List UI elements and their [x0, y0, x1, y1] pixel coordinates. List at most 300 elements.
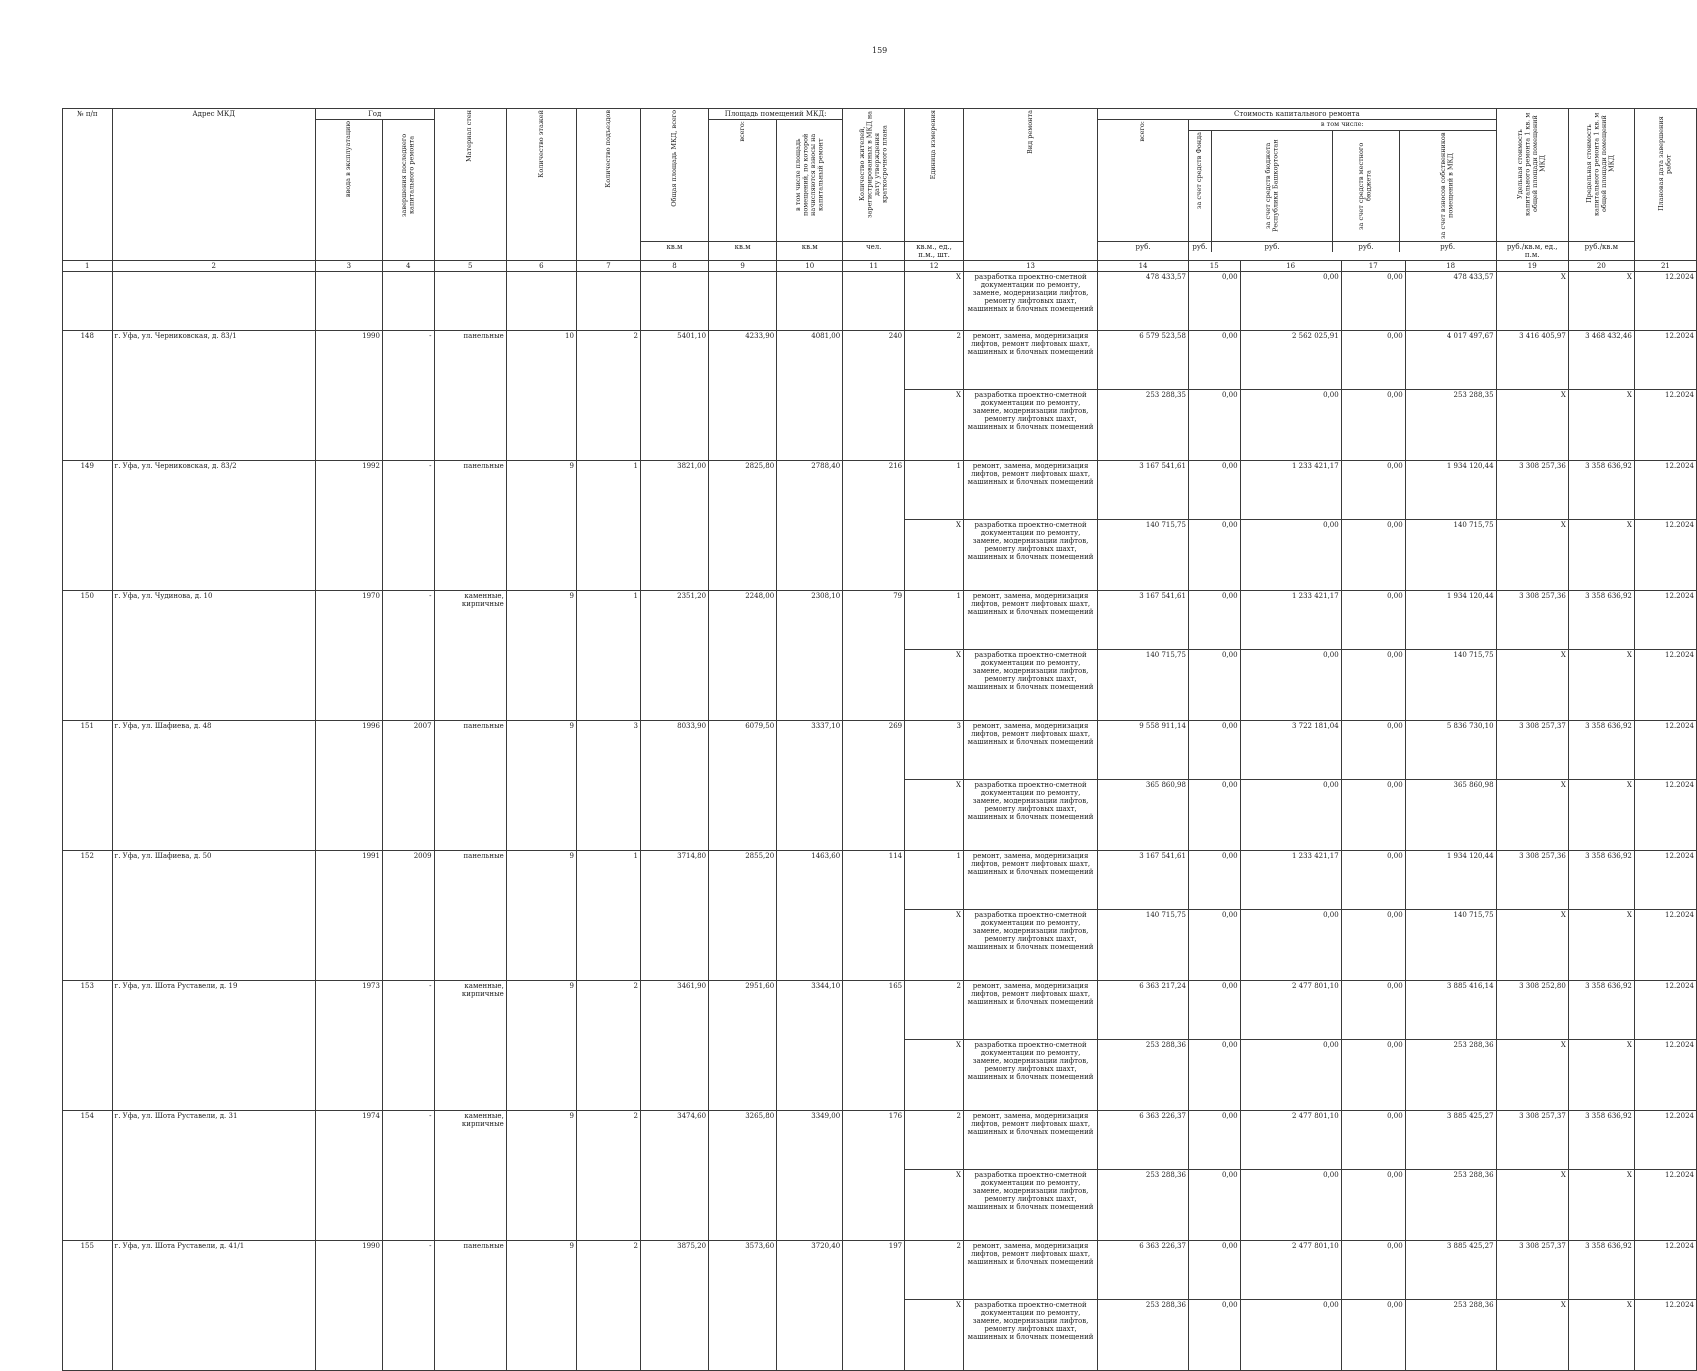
column-number: 21	[1634, 260, 1696, 271]
column-number: 8	[640, 260, 708, 271]
table-row	[63, 1240, 1697, 1299]
cell-cost-local: 0,00	[1341, 271, 1405, 330]
cell-cost-fund: 0,00	[1188, 779, 1240, 850]
cell-date: 12.2024	[1634, 389, 1696, 460]
cell-cost-fund: 0,00	[1188, 330, 1240, 389]
cell-year: 1991	[315, 850, 382, 980]
cell-work-type: разработка проектно-сметной документации по ремонту, замене, модернизации лифтов, ремонту лифтовых шахт, машинных и блочных помещений	[963, 779, 1097, 850]
cell-cost-republic: 1 233 421,17	[1240, 590, 1341, 649]
table-row	[63, 271, 1697, 330]
header-cost-local: за счет средств местного бюджета	[1333, 131, 1399, 241]
cell-max-cost: 3 358 636,92	[1568, 720, 1634, 779]
header-no: № п/п	[63, 109, 113, 261]
cell-work-type: ремонт, замена, модернизация лифтов, ремонт лифтовых шахт, машинных и блочных помещений	[963, 850, 1097, 909]
cell-no: 154	[63, 1110, 113, 1240]
cell-cost-republic: 0,00	[1240, 1169, 1341, 1240]
cell-cost-total: 253 288,36	[1098, 1039, 1189, 1110]
cell-cost-local: 0,00	[1341, 1299, 1405, 1370]
cell-cost-local: 0,00	[1341, 460, 1405, 519]
unit-cell: руб./кв.м, ед., п.м.	[1496, 241, 1568, 260]
cell-unit: X	[905, 1169, 964, 1240]
table-row	[63, 590, 1697, 649]
cell-floors: 9	[506, 980, 576, 1110]
header-cost-fund: за счет средств Фонда	[1189, 131, 1211, 241]
cell-cost-republic: 0,00	[1240, 1039, 1341, 1110]
cell-date: 12.2024	[1634, 271, 1696, 330]
cell-address: г. Уфа, ул. Черниковская, д. 83/2	[112, 460, 315, 590]
column-number: 4	[382, 260, 434, 271]
cell-unit: X	[905, 1299, 964, 1370]
cell-max-cost: X	[1568, 1299, 1634, 1370]
cell-cost-fund: 0,00	[1188, 519, 1240, 590]
cell-no: 152	[63, 850, 113, 980]
cell-max-cost: 3 358 636,92	[1568, 980, 1634, 1039]
cell-cost-local: 0,00	[1341, 330, 1405, 389]
column-number: 16	[1240, 260, 1341, 271]
cell-cost-local: 0,00	[1341, 1169, 1405, 1240]
table-row	[63, 850, 1697, 909]
cell-cost-owners: 1 934 120,44	[1405, 850, 1496, 909]
cell-cost-fund: 0,00	[1188, 271, 1240, 330]
cell-unit-cost: X	[1496, 779, 1568, 850]
cell-date: 12.2024	[1634, 649, 1696, 720]
cell-no: 148	[63, 330, 113, 460]
column-number: 6	[506, 260, 576, 271]
cell-cost-owners: 3 885 425,27	[1405, 1240, 1496, 1299]
cell-cost-owners: 478 433,57	[1405, 271, 1496, 330]
table-row	[63, 330, 1697, 389]
cell-last-repair: -	[382, 460, 434, 590]
cell-cost-owners: 140 715,75	[1405, 909, 1496, 980]
cell-year: 1974	[315, 1110, 382, 1240]
cell-cost-local: 0,00	[1341, 779, 1405, 850]
cell-residents: 216	[843, 460, 905, 590]
cell-area: 2825,80	[709, 460, 777, 590]
column-number: 5	[434, 260, 506, 271]
cell-date: 12.2024	[1634, 460, 1696, 519]
cell-cost-republic: 0,00	[1240, 519, 1341, 590]
header-max-cost: Предельная стоимость капитального ремонта 1 кв. м общей площади помещений МКД	[1568, 109, 1634, 242]
cell-work-type: разработка проектно-сметной документации по ремонту, замене, модернизации лифтов, ремонту лифтовых шахт, машинных и блочных помещений	[963, 649, 1097, 720]
cell-address: г. Уфа, ул. Шафиева, д. 48	[112, 720, 315, 850]
column-number: 17	[1341, 260, 1405, 271]
cell-unit-cost: 3 308 252,80	[1496, 980, 1568, 1039]
cell-unit-cost: 3 308 257,36	[1496, 590, 1568, 649]
capital-repair-table	[62, 108, 1697, 1371]
unit-cell: руб./кв.м	[1568, 241, 1634, 260]
table-row	[63, 460, 1697, 519]
cell-cost-republic: 1 233 421,17	[1240, 460, 1341, 519]
unit-cell: руб.	[1189, 242, 1211, 252]
cell-residents: 114	[843, 850, 905, 980]
cell-cost-local: 0,00	[1341, 649, 1405, 720]
cell-total-area: 3474,60	[640, 1110, 708, 1240]
cell-cost-owners: 253 288,35	[1405, 389, 1496, 460]
cell-cost-owners: 253 288,36	[1405, 1299, 1496, 1370]
cell-work-type: ремонт, замена, модернизация лифтов, ремонт лифтовых шахт, машинных и блочных помещений	[963, 1240, 1097, 1299]
cell-work-type: ремонт, замена, модернизация лифтов, ремонт лифтовых шахт, машинных и блочных помещений	[963, 590, 1097, 649]
cell-material: панельные	[434, 1240, 506, 1370]
cell-cost-local: 0,00	[1341, 1110, 1405, 1169]
cell-cost-owners: 5 836 730,10	[1405, 720, 1496, 779]
cell-unit: X	[905, 909, 964, 980]
column-number: 10	[777, 260, 843, 271]
cell-area-contrib: 3337,10	[777, 720, 843, 850]
cell-unit-cost: 3 308 257,37	[1496, 720, 1568, 779]
cell-area-contrib: 4081,00	[777, 330, 843, 460]
cell-max-cost: X	[1568, 519, 1634, 590]
cell-cost-republic: 1 233 421,17	[1240, 850, 1341, 909]
page-number: 159	[872, 46, 888, 55]
cell-cost-owners: 4 017 497,67	[1405, 330, 1496, 389]
cell-cost-republic: 2 477 801,10	[1240, 980, 1341, 1039]
cell-unit: 2	[905, 1110, 964, 1169]
column-number: 13	[963, 260, 1097, 271]
cell-cost-total: 253 288,35	[1098, 389, 1189, 460]
cell-date: 12.2024	[1634, 1169, 1696, 1240]
cell-area-contrib: 3344,10	[777, 980, 843, 1110]
cell-last-repair: -	[382, 330, 434, 460]
cell-unit-cost: 3 308 257,36	[1496, 850, 1568, 909]
header-cost-total: всего:	[1098, 120, 1189, 241]
cell-entrances: 1	[576, 460, 640, 590]
cell-unit: 2	[905, 1240, 964, 1299]
column-number: 11	[843, 260, 905, 271]
cell-total-area: 8033,90	[640, 720, 708, 850]
cell-cost-fund: 0,00	[1188, 1299, 1240, 1370]
cell-area-contrib: 2308,10	[777, 590, 843, 720]
cell-date: 12.2024	[1634, 909, 1696, 980]
cell-area: 2855,20	[709, 850, 777, 980]
cell-work-type: ремонт, замена, модернизация лифтов, ремонт лифтовых шахт, машинных и блочных помещений	[963, 1110, 1097, 1169]
cell-cost-total: 478 433,57	[1098, 271, 1189, 330]
unit-cell: кв.м	[709, 241, 777, 260]
cell-unit: X	[905, 519, 964, 590]
unit-cell: руб.	[1098, 241, 1189, 260]
cell-cost-owners: 365 860,98	[1405, 779, 1496, 850]
cell-date: 12.2024	[1634, 779, 1696, 850]
cell-max-cost: X	[1568, 649, 1634, 720]
cell-work-type: разработка проектно-сметной документации по ремонту, замене, модернизации лифтов, ремонту лифтовых шахт, машинных и блочных помещений	[963, 1169, 1097, 1240]
cell-unit: 2	[905, 330, 964, 389]
header-entrances: Количество подъездов	[576, 109, 640, 261]
cell-unit-cost: X	[1496, 1169, 1568, 1240]
cell-cost-total: 3 167 541,61	[1098, 590, 1189, 649]
cell-cost-republic: 2 477 801,10	[1240, 1110, 1341, 1169]
cell-work-type: разработка проектно-сметной документации по ремонту, замене, модернизации лифтов, ремонту лифтовых шахт, машинных и блочных помещений	[963, 519, 1097, 590]
cell-unit-cost: 3 416 405,97	[1496, 330, 1568, 389]
cell-total-area: 3714,80	[640, 850, 708, 980]
cell-cost-republic: 0,00	[1240, 389, 1341, 460]
cell-no: 151	[63, 720, 113, 850]
cell-cost-local: 0,00	[1341, 720, 1405, 779]
cell-max-cost: X	[1568, 389, 1634, 460]
cell-cost-owners: 253 288,36	[1405, 1169, 1496, 1240]
header-work-type: Вид ремонта	[963, 109, 1097, 261]
cell-address: г. Уфа, ул. Шота Руставели, д. 31	[112, 1110, 315, 1240]
column-number: 20	[1568, 260, 1634, 271]
cell-material: панельные	[434, 330, 506, 460]
cell-cost-owners: 3 885 425,27	[1405, 1110, 1496, 1169]
cell-floors: 9	[506, 1240, 576, 1370]
cell-unit-cost: 3 308 257,37	[1496, 1110, 1568, 1169]
cell-entrances: 2	[576, 1240, 640, 1370]
cell-date: 12.2024	[1634, 330, 1696, 389]
column-number: 2	[112, 260, 315, 271]
cell-cost-republic: 3 722 181,04	[1240, 720, 1341, 779]
header-residents: Количество жителей, зарегистрированных в МКД на дату утверждения краткосрочного плана	[843, 109, 905, 242]
cell-address: г. Уфа, ул. Черниковская, д. 83/1	[112, 330, 315, 460]
cell-address: г. Уфа, ул. Шота Руставели, д. 41/1	[112, 1240, 315, 1370]
cell-total-area: 2351,20	[640, 590, 708, 720]
cell-area: 6079,50	[709, 720, 777, 850]
cell-entrances: 2	[576, 1110, 640, 1240]
column-number: 1	[63, 260, 113, 271]
cell-max-cost: 3 358 636,92	[1568, 460, 1634, 519]
cell-area: 4233,90	[709, 330, 777, 460]
cell-residents: 269	[843, 720, 905, 850]
cell-entrances: 2	[576, 330, 640, 460]
cell-unit-cost: X	[1496, 909, 1568, 980]
cell-unit-cost: 3 308 257,36	[1496, 460, 1568, 519]
cell-last-repair: 2009	[382, 850, 434, 980]
cell-cost-owners: 3 885 416,14	[1405, 980, 1496, 1039]
cell-cost-owners: 1 934 120,44	[1405, 590, 1496, 649]
cell-date: 12.2024	[1634, 1110, 1696, 1169]
cell-address: г. Уфа, ул. Шота Руставели, д. 19	[112, 980, 315, 1110]
cell-unit: 1	[905, 850, 964, 909]
cell-cost-local: 0,00	[1341, 519, 1405, 590]
header-premises-area: Площадь помещений МКД:	[709, 109, 843, 120]
cell-max-cost: X	[1568, 1169, 1634, 1240]
cell-unit-cost: X	[1496, 271, 1568, 330]
cell-total-area: 5401,10	[640, 330, 708, 460]
cell-date: 12.2024	[1634, 850, 1696, 909]
cell-cost-total: 6 363 217,24	[1098, 980, 1189, 1039]
header-cost-republic: за счет средств бюджета Республики Башкортостан	[1211, 131, 1333, 241]
cell-material: панельные	[434, 460, 506, 590]
cell-unit: X	[905, 779, 964, 850]
cell-area: 3573,60	[709, 1240, 777, 1370]
cell-unit-cost: X	[1496, 389, 1568, 460]
cell-cost-total: 3 167 541,61	[1098, 460, 1189, 519]
cell-max-cost: X	[1568, 909, 1634, 980]
cell-total-area: 3461,90	[640, 980, 708, 1110]
cell-cost-total: 140 715,75	[1098, 519, 1189, 590]
cell-year: 1970	[315, 590, 382, 720]
cell-material: панельные	[434, 850, 506, 980]
cell-material: каменные, кирпичные	[434, 1110, 506, 1240]
unit-cell: кв.м., ед., п.м., шт.	[905, 241, 964, 260]
table-row	[63, 980, 1697, 1039]
header-unit-cost: Удельная стоимость капитального ремонта 1 кв. м общей площади помещений МКД	[1496, 109, 1568, 242]
cell-unit: 1	[905, 460, 964, 519]
unit-cell: руб.	[1333, 242, 1399, 252]
cell-cost-total: 253 288,36	[1098, 1169, 1189, 1240]
unit-cell: чел.	[843, 241, 905, 260]
cell-date: 12.2024	[1634, 720, 1696, 779]
cell-cost-republic: 0,00	[1240, 649, 1341, 720]
cell-work-type: разработка проектно-сметной документации по ремонту, замене, модернизации лифтов, ремонту лифтовых шахт, машинных и блочных помещений	[963, 389, 1097, 460]
cell-cost-local: 0,00	[1341, 850, 1405, 909]
cell-cost-republic: 0,00	[1240, 1299, 1341, 1370]
header-cost-incl-wrap	[1188, 120, 1496, 241]
cell-residents: 176	[843, 1110, 905, 1240]
cell-area: 2951,60	[709, 980, 777, 1110]
cell-cost-republic: 2 477 801,10	[1240, 1240, 1341, 1299]
column-number: 3	[315, 260, 382, 271]
cell-work-type: разработка проектно-сметной документации по ремонту, замене, модернизации лифтов, ремонту лифтовых шахт, машинных и блочных помещений	[963, 1299, 1097, 1370]
cell-unit-cost: X	[1496, 649, 1568, 720]
cell-entrances: 2	[576, 980, 640, 1110]
cell-cost-total: 140 715,75	[1098, 909, 1189, 980]
cell-cost-total: 365 860,98	[1098, 779, 1189, 850]
cell-max-cost: 3 358 636,92	[1568, 1240, 1634, 1299]
cell-date: 12.2024	[1634, 590, 1696, 649]
cell-cost-local: 0,00	[1341, 909, 1405, 980]
cell-cost-owners: 1 934 120,44	[1405, 460, 1496, 519]
column-number: 15	[1188, 260, 1240, 271]
cell-floors: 9	[506, 590, 576, 720]
cell-cost-total: 3 167 541,61	[1098, 850, 1189, 909]
unit-cell: кв.м	[777, 241, 843, 260]
cell-no: 149	[63, 460, 113, 590]
cell-cost-local: 0,00	[1341, 1240, 1405, 1299]
unit-cell: руб.	[1440, 242, 1456, 251]
cell-area-contrib: 3720,40	[777, 1240, 843, 1370]
header-cost-group: Стоимость капитального ремонта	[1098, 109, 1496, 120]
column-number: 12	[905, 260, 964, 271]
table-row	[63, 1110, 1697, 1169]
cell-max-cost: X	[1568, 779, 1634, 850]
cell-floors: 9	[506, 460, 576, 590]
cell-date: 12.2024	[1634, 519, 1696, 590]
header-area-total: всего:	[709, 120, 777, 241]
column-number: 7	[576, 260, 640, 271]
cell-unit: X	[905, 389, 964, 460]
cell-cost-fund: 0,00	[1188, 460, 1240, 519]
cell-material: каменные, кирпичные	[434, 980, 506, 1110]
cell-year: 1990	[315, 330, 382, 460]
cell-last-repair: -	[382, 1240, 434, 1370]
cell-last-repair: -	[382, 590, 434, 720]
cell-cost-republic: 0,00	[1240, 909, 1341, 980]
unit-cell-group	[1188, 241, 1496, 260]
header-wall-material: Материал стен	[434, 109, 506, 261]
cell-no: 153	[63, 980, 113, 1110]
table-row	[63, 720, 1697, 779]
cell-cost-fund: 0,00	[1188, 1110, 1240, 1169]
cell-cost-owners: 140 715,75	[1405, 649, 1496, 720]
cell-max-cost: 3 358 636,92	[1568, 850, 1634, 909]
cell-cost-owners: 140 715,75	[1405, 519, 1496, 590]
cell-year: 1990	[315, 1240, 382, 1370]
cell-cost-fund: 0,00	[1188, 389, 1240, 460]
cell-max-cost: X	[1568, 1039, 1634, 1110]
cell-floors: 10	[506, 330, 576, 460]
cell-unit-cost: 3 308 257,37	[1496, 1240, 1568, 1299]
cell-address: г. Уфа, ул. Шафиева, д. 50	[112, 850, 315, 980]
cell-unit: 2	[905, 980, 964, 1039]
cell-cost-fund: 0,00	[1188, 909, 1240, 980]
header-total-area: Общая площадь МКД, всего	[640, 109, 708, 242]
cell-residents: 197	[843, 1240, 905, 1370]
header-unit: Единица измерения	[905, 109, 964, 242]
cell-cost-total: 9 558 911,14	[1098, 720, 1189, 779]
column-number: 19	[1496, 260, 1568, 271]
cell-cost-fund: 0,00	[1188, 1039, 1240, 1110]
cell-no: 155	[63, 1240, 113, 1370]
cell-area: 2248,00	[709, 590, 777, 720]
cell-unit-cost: X	[1496, 519, 1568, 590]
cell-cost-fund: 0,00	[1188, 590, 1240, 649]
cell-date: 12.2024	[1634, 1299, 1696, 1370]
cell-residents: 240	[843, 330, 905, 460]
cell-cost-total: 140 715,75	[1098, 649, 1189, 720]
cell-entrances: 1	[576, 590, 640, 720]
cell-year: 1973	[315, 980, 382, 1110]
cell-residents: 79	[843, 590, 905, 720]
cell-cost-fund: 0,00	[1188, 980, 1240, 1039]
cell-max-cost: 3 358 636,92	[1568, 1110, 1634, 1169]
header-year-group: Год	[315, 109, 434, 120]
column-number: 18	[1405, 260, 1496, 271]
cell-cost-local: 0,00	[1341, 1039, 1405, 1110]
cell-area-contrib: 3349,00	[777, 1110, 843, 1240]
cell-unit: X	[905, 649, 964, 720]
header-year-commission: ввода в эксплуатацию	[315, 120, 382, 261]
cell-work-type: ремонт, замена, модернизация лифтов, ремонт лифтовых шахт, машинных и блочных помещений	[963, 980, 1097, 1039]
cell-no: 150	[63, 590, 113, 720]
cell-residents: 165	[843, 980, 905, 1110]
cell-cost-republic: 0,00	[1240, 271, 1341, 330]
cell-cost-fund: 0,00	[1188, 1169, 1240, 1240]
cell-cost-total: 6 579 523,58	[1098, 330, 1189, 389]
header-area-contrib: в том числе площадь помещений, по которой начисляются взносы на капитальный ремонт	[777, 120, 843, 241]
cell-cost-fund: 0,00	[1188, 1240, 1240, 1299]
cell-cost-total: 6 363 226,37	[1098, 1240, 1189, 1299]
cell-cost-owners: 253 288,36	[1405, 1039, 1496, 1110]
cell-cost-fund: 0,00	[1188, 850, 1240, 909]
cell-date: 12.2024	[1634, 1240, 1696, 1299]
cell-work-type: ремонт, замена, модернизация лифтов, ремонт лифтовых шахт, машинных и блочных помещений	[963, 330, 1097, 389]
cell-floors: 9	[506, 1110, 576, 1240]
cell-total-area: 3821,00	[640, 460, 708, 590]
header-cost-incl: в том числе:	[1189, 120, 1496, 130]
cell-work-type: ремонт, замена, модернизация лифтов, ремонт лифтовых шахт, машинных и блочных помещений	[963, 460, 1097, 519]
cell-area: 3265,80	[709, 1110, 777, 1240]
cell-date: 12.2024	[1634, 980, 1696, 1039]
cell-cost-republic: 2 562 025,91	[1240, 330, 1341, 389]
cell-entrances: 3	[576, 720, 640, 850]
cell-unit-cost: X	[1496, 1039, 1568, 1110]
cell-address: г. Уфа, ул. Чудинова, д. 10	[112, 590, 315, 720]
cell-material: каменные, кирпичные	[434, 590, 506, 720]
cell-max-cost: 3 468 432,46	[1568, 330, 1634, 389]
cell-cost-local: 0,00	[1341, 980, 1405, 1039]
cell-last-repair: -	[382, 980, 434, 1110]
cell-max-cost: 3 358 636,92	[1568, 590, 1634, 649]
cell-cost-local: 0,00	[1341, 590, 1405, 649]
header-address: Адрес МКД	[112, 109, 315, 261]
header-cost-owners: за счет взносов собственников помещений в МКД	[1439, 132, 1455, 239]
header-row-1	[63, 109, 1697, 120]
cell-unit: 3	[905, 720, 964, 779]
cell-work-type: разработка проектно-сметной документации по ремонту, замене, модернизации лифтов, ремонту лифтовых шахт, машинных и блочных помещений	[963, 271, 1097, 330]
cell-year: 1992	[315, 460, 382, 590]
cell-area-contrib: 1463,60	[777, 850, 843, 980]
cell-floors: 9	[506, 850, 576, 980]
